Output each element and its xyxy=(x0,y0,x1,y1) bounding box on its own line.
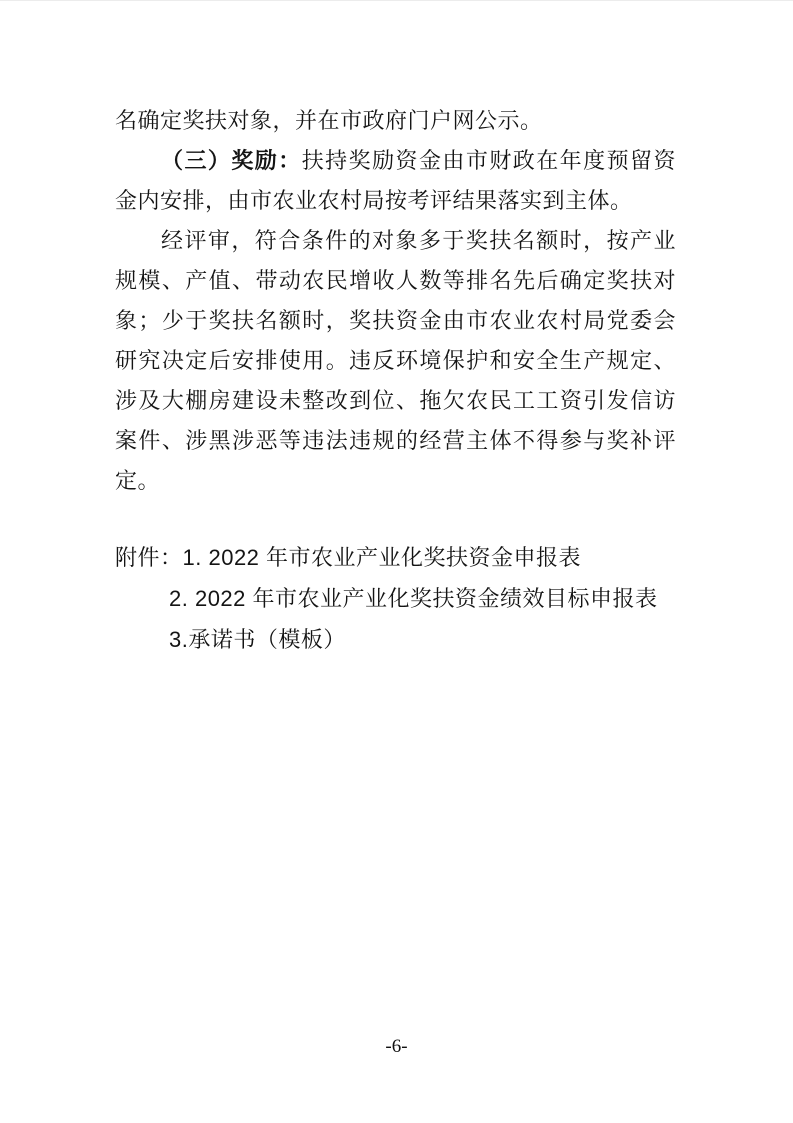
attachments-block xyxy=(115,537,676,660)
paragraph-publicity-continuation: 名确定奖扶对象，并在市政府门户网公示。 xyxy=(115,108,543,133)
attachment-line-1 xyxy=(115,537,676,578)
paragraph-reward-section xyxy=(115,141,676,221)
document-body xyxy=(115,101,676,660)
attachment-item-1: 1. 2022 年市农业产业化奖扶资金申报表 xyxy=(182,545,582,570)
paragraph-reward-text: 扶持奖励资金由市财政在年度预留资金内安排，由市农业农村局按考评结果落实到主体。 xyxy=(115,148,676,213)
attachment-item-3: 3.承诺书（模板） xyxy=(169,627,346,652)
paragraph-evaluation-rules: 经评审，符合条件的对象多于奖扶名额时，按产业规模、产值、带动农民增收人数等排名先后确定奖扶对象；少于奖扶名额时，奖扶资金由市农业农村局党委会研究决定后安排使用。违反环境保护和安全生产规定、涉及大棚房建设未整改到位、拖欠农民工工资引发信访案件、涉黑涉恶等违法违规的经营主体不得参与奖补评定。 xyxy=(115,228,676,493)
attachments-label: 附件： xyxy=(115,545,183,570)
section-heading-reward: （三）奖励： xyxy=(161,148,302,173)
page-number: -6- xyxy=(385,1036,408,1057)
attachment-item-2: 2. 2022 年市农业产业化奖扶资金绩效目标申报表 xyxy=(169,586,658,611)
